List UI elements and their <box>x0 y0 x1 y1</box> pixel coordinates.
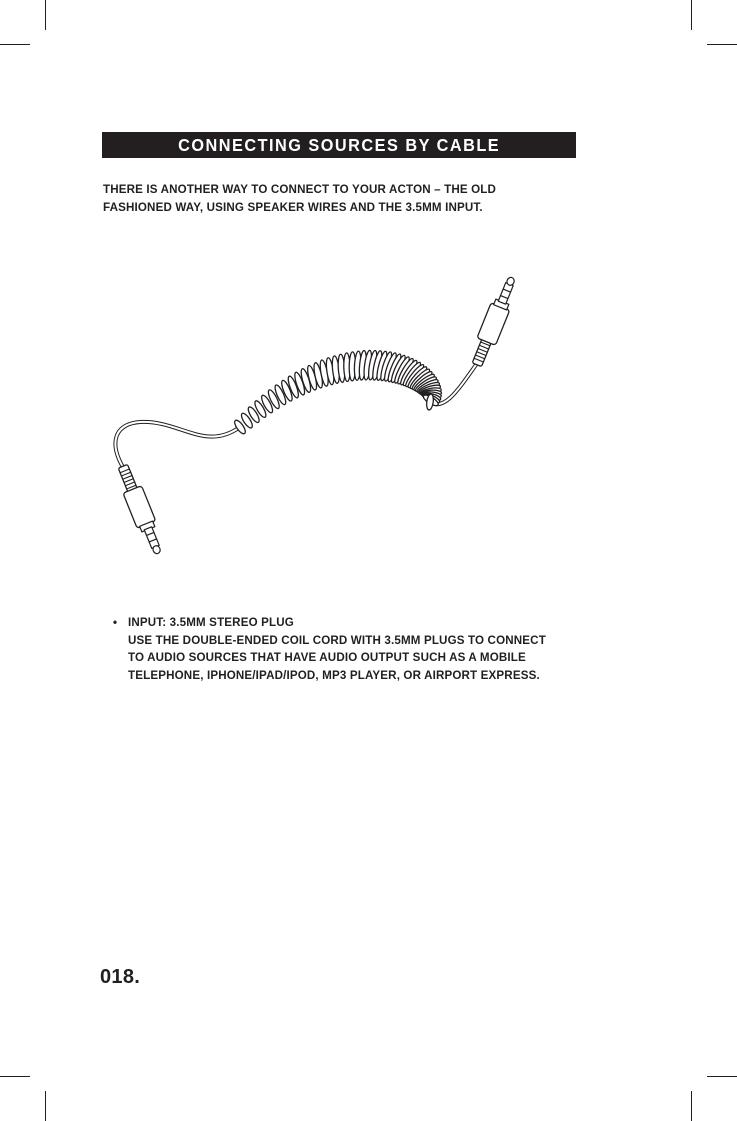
crop-mark-top-right-vertical <box>691 0 692 30</box>
intro-paragraph: THERE IS ANOTHER WAY TO CONNECT TO YOUR ACTON – THE OLD FASHIONED WAY, USING SPEAKER WIRES AND THE 3.5MM INPUT. <box>103 183 497 214</box>
input-bullet <box>113 614 553 684</box>
crop-mark-bottom-right-vertical <box>691 1091 692 1121</box>
bullet-dot: • <box>113 616 118 629</box>
coil-cord-illustration <box>100 262 580 582</box>
plug-right <box>468 274 522 369</box>
page-number: 018. <box>100 966 141 988</box>
plug-left <box>114 462 168 557</box>
coil-cord <box>233 350 442 435</box>
bullet-heading: INPUT: 3.5MM STEREO PLUG <box>128 616 294 629</box>
crop-mark-bottom-left-vertical <box>45 1091 46 1121</box>
crop-mark-bottom-left-horizontal <box>0 1076 30 1077</box>
crop-mark-top-left-vertical <box>45 0 46 30</box>
section-title: CONNECTING SOURCES BY CABLE <box>177 134 501 155</box>
section-title-bar <box>102 132 576 158</box>
crop-mark-top-left-horizontal <box>0 44 30 45</box>
crop-mark-top-right-horizontal <box>707 44 737 45</box>
crop-mark-bottom-right-horizontal <box>707 1076 737 1077</box>
bullet-description: USE THE DOUBLE-ENDED COIL CORD WITH 3.5MM PLUGS TO CONNECT TO AUDIO SOURCES THAT HAVE AUDIO OUTPUT SUCH AS A MOBILE TELEPHONE, IPHONE/IPAD/IPOD, MP3 PLAYER, OR AIRPORT EXPRESS. <box>128 633 546 682</box>
